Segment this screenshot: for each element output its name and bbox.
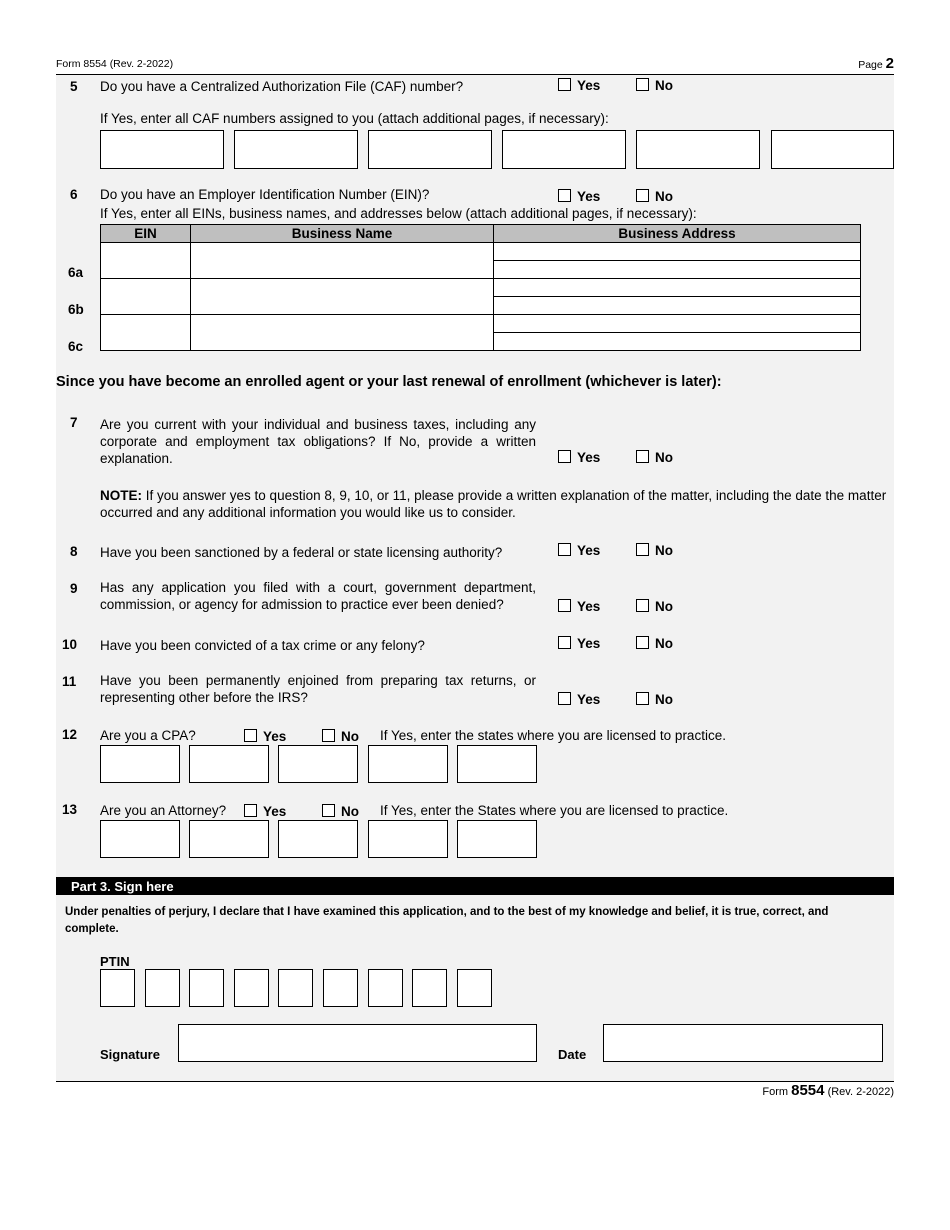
form-footer bbox=[762, 1082, 894, 1099]
row-label-6c: 6c bbox=[68, 339, 84, 354]
q13-no-option[interactable]: No bbox=[322, 804, 359, 819]
q8-text: Have you been sanctioned by a federal or state licensing authority? bbox=[100, 545, 503, 560]
footer-form-number: 8554 bbox=[791, 1082, 825, 1099]
page-number bbox=[858, 55, 894, 72]
q8-no-checkbox[interactable] bbox=[636, 543, 649, 556]
ptin-label: PTIN bbox=[100, 954, 130, 969]
ptin-digit-8[interactable] bbox=[412, 969, 447, 1007]
ptin-digit-7[interactable] bbox=[368, 969, 403, 1007]
note-text: NOTE: If you answer yes to question 8, 9, 10, or 11, please provide a written explanation of the matter, including the date the matter occurred and any additional information you would like us to consider. bbox=[100, 488, 887, 520]
q6-number: 6 bbox=[70, 187, 78, 202]
q8-number: 8 bbox=[70, 544, 78, 559]
q13-no-checkbox[interactable] bbox=[322, 804, 335, 817]
q7-text: Are you current with your individual and business taxes, including any corporate and employment tax obligations? If No, provide a written explanation. bbox=[100, 417, 536, 466]
q5-number: 5 bbox=[70, 79, 78, 94]
business-name-field-6a[interactable] bbox=[191, 243, 494, 279]
caf-number-field-1[interactable] bbox=[100, 130, 224, 169]
caf-number-field-6[interactable] bbox=[771, 130, 894, 169]
q12-yes-checkbox[interactable] bbox=[244, 729, 257, 742]
q9-no-checkbox[interactable] bbox=[636, 599, 649, 612]
q6-subtext: If Yes, enter all EINs, business names, and addresses below (attach additional pages, if necessary): bbox=[100, 206, 697, 221]
cpa-state-field-4[interactable] bbox=[368, 745, 448, 783]
page-label: Page bbox=[858, 59, 883, 71]
signature-label: Signature bbox=[100, 1047, 160, 1062]
q6-no-option[interactable]: No bbox=[636, 189, 673, 204]
ein-field-6b[interactable] bbox=[101, 279, 191, 315]
q6-yes-option[interactable]: Yes bbox=[558, 189, 600, 204]
q12-text: Are you a CPA? bbox=[100, 728, 196, 743]
section-heading: Since you have become an enrolled agent or your last renewal of enrollment (whichever is later): bbox=[56, 374, 722, 390]
q12-no-option[interactable]: No bbox=[322, 729, 359, 744]
perjury-declaration: Under penalties of perjury, I declare that I have examined this application, and to the best of my knowledge and belief, it is true, correct, and complete. bbox=[65, 906, 829, 935]
q12-subtext: If Yes, enter the states where you are licensed to practice. bbox=[380, 728, 726, 743]
business-name-column-header: Business Name bbox=[191, 225, 494, 243]
row-label-6a: 6a bbox=[68, 265, 84, 280]
attorney-state-field-3[interactable] bbox=[278, 820, 358, 858]
q7-yes-checkbox[interactable] bbox=[558, 450, 571, 463]
q8-yes-checkbox[interactable] bbox=[558, 543, 571, 556]
q5-yes-checkbox[interactable] bbox=[558, 78, 571, 91]
q10-text: Have you been convicted of a tax crime or any felony? bbox=[100, 638, 425, 653]
q12-yes-option[interactable]: Yes bbox=[244, 729, 286, 744]
cpa-state-field-3[interactable] bbox=[278, 745, 358, 783]
address-line-6a-2[interactable] bbox=[494, 261, 861, 279]
q13-yes-checkbox[interactable] bbox=[244, 804, 257, 817]
q11-no-option[interactable]: No bbox=[636, 692, 673, 707]
business-address-column-header: Business Address bbox=[494, 225, 861, 243]
cpa-state-field-2[interactable] bbox=[189, 745, 269, 783]
ein-column-header: EIN bbox=[101, 225, 191, 243]
caf-number-field-5[interactable] bbox=[636, 130, 760, 169]
ein-field-6c[interactable] bbox=[101, 315, 191, 351]
signature-field[interactable] bbox=[178, 1024, 537, 1062]
q7-no-checkbox[interactable] bbox=[636, 450, 649, 463]
caf-number-field-4[interactable] bbox=[502, 130, 626, 169]
note-label: NOTE: bbox=[100, 488, 142, 503]
row-label-6b: 6b bbox=[68, 302, 84, 317]
q6-no-checkbox[interactable] bbox=[636, 189, 649, 202]
ein-field-6a[interactable] bbox=[101, 243, 191, 279]
address-line-6c-2[interactable] bbox=[494, 333, 861, 351]
date-label: Date bbox=[558, 1047, 587, 1062]
q9-text: Has any application you filed with a court, government department, commission, or agency for admission to practice ever been denied? bbox=[100, 580, 536, 612]
q5-yes-option[interactable]: Yes bbox=[558, 78, 600, 93]
attorney-state-field-5[interactable] bbox=[457, 820, 537, 858]
attorney-state-field-4[interactable] bbox=[368, 820, 448, 858]
part3-header-bar bbox=[56, 877, 894, 895]
date-field[interactable] bbox=[603, 1024, 883, 1062]
q5-subtext: If Yes, enter all CAF numbers assigned to you (attach additional pages, if necessary): bbox=[100, 111, 609, 126]
form-id-header: Form 8554 (Rev. 2-2022) bbox=[56, 58, 174, 70]
q5-text: Do you have a Centralized Authorization File (CAF) number? bbox=[100, 79, 464, 94]
business-table bbox=[100, 224, 861, 351]
ptin-digit-9[interactable] bbox=[457, 969, 492, 1007]
q6-text: Do you have an Employer Identification Number (EIN)? bbox=[100, 187, 430, 202]
q11-yes-checkbox[interactable] bbox=[558, 692, 571, 705]
footer-revision: (Rev. 2-2022) bbox=[827, 1086, 894, 1098]
cpa-state-field-1[interactable] bbox=[100, 745, 180, 783]
cpa-state-field-5[interactable] bbox=[457, 745, 537, 783]
q10-no-option[interactable]: No bbox=[636, 636, 673, 651]
business-table-header bbox=[101, 225, 861, 243]
page-num: 2 bbox=[885, 55, 894, 72]
ptin-digit-1[interactable] bbox=[100, 969, 135, 1007]
caf-number-field-3[interactable] bbox=[368, 130, 492, 169]
part3-title: Part 3. Sign here bbox=[71, 879, 174, 894]
business-name-field-6c[interactable] bbox=[191, 315, 494, 351]
q10-no-checkbox[interactable] bbox=[636, 636, 649, 649]
address-line-6c-1[interactable] bbox=[494, 315, 861, 333]
q7-yes-option[interactable]: Yes bbox=[558, 450, 600, 465]
form-page-2 bbox=[56, 74, 894, 1082]
q13-number: 13 bbox=[62, 802, 78, 817]
q11-yes-option[interactable]: Yes bbox=[558, 692, 600, 707]
ptin-digit-5[interactable] bbox=[278, 969, 313, 1007]
ptin-digit-4[interactable] bbox=[234, 969, 269, 1007]
footer-form-word: Form bbox=[762, 1086, 789, 1098]
table-row bbox=[101, 315, 861, 333]
caf-number-field-2[interactable] bbox=[234, 130, 358, 169]
attorney-state-field-1[interactable] bbox=[100, 820, 180, 858]
q7-no-option[interactable]: No bbox=[636, 450, 673, 465]
q8-no-option[interactable]: No bbox=[636, 543, 673, 558]
ptin-digit-2[interactable] bbox=[145, 969, 180, 1007]
ptin-digit-3[interactable] bbox=[189, 969, 224, 1007]
q5-no-checkbox[interactable] bbox=[636, 78, 649, 91]
q8-yes-option[interactable]: Yes bbox=[558, 543, 600, 558]
q11-text: Have you been permanently enjoined from preparing tax returns, or representing other before the IRS? bbox=[100, 673, 536, 705]
q11-no-checkbox[interactable] bbox=[636, 692, 649, 705]
q7-number: 7 bbox=[70, 415, 78, 430]
table-row bbox=[101, 243, 861, 261]
q12-number: 12 bbox=[62, 727, 78, 742]
address-line-6b-1[interactable] bbox=[494, 279, 861, 297]
q9-yes-checkbox[interactable] bbox=[558, 599, 571, 612]
q9-yes-option[interactable]: Yes bbox=[558, 599, 600, 614]
address-line-6a-1[interactable] bbox=[494, 243, 861, 261]
q13-yes-option[interactable]: Yes bbox=[244, 804, 286, 819]
attorney-state-field-2[interactable] bbox=[189, 820, 269, 858]
q12-no-checkbox[interactable] bbox=[322, 729, 335, 742]
table-row bbox=[101, 279, 861, 297]
address-line-6b-2[interactable] bbox=[494, 297, 861, 315]
q9-no-option[interactable]: No bbox=[636, 599, 673, 614]
q13-subtext: If Yes, enter the States where you are licensed to practice. bbox=[380, 803, 729, 818]
q10-number: 10 bbox=[62, 637, 78, 652]
q5-no-option[interactable]: No bbox=[636, 78, 673, 93]
q9-number: 9 bbox=[70, 581, 78, 596]
ptin-digit-6[interactable] bbox=[323, 969, 358, 1007]
business-name-field-6b[interactable] bbox=[191, 279, 494, 315]
q6-yes-checkbox[interactable] bbox=[558, 189, 571, 202]
q11-number: 11 bbox=[62, 674, 77, 689]
q13-text: Are you an Attorney? bbox=[100, 803, 227, 818]
q10-yes-checkbox[interactable] bbox=[558, 636, 571, 649]
q10-yes-option[interactable]: Yes bbox=[558, 636, 600, 651]
